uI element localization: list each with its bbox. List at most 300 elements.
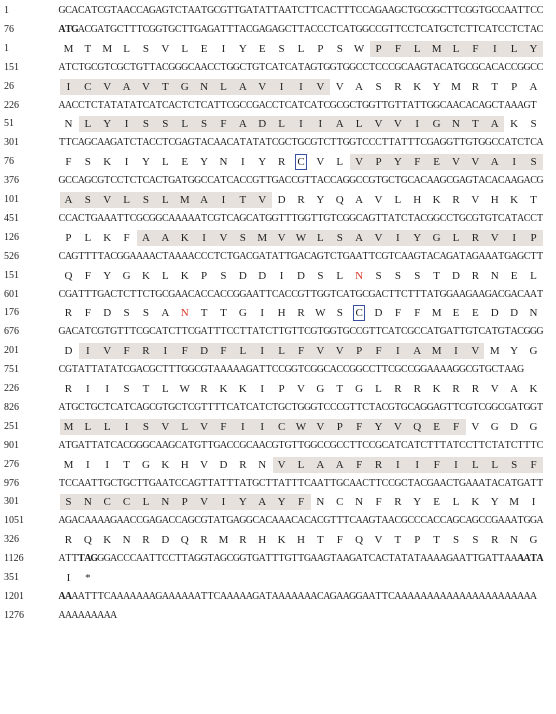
nucleotide: C bbox=[168, 326, 176, 338]
nucleotide: C bbox=[478, 515, 486, 527]
amino-acid: S bbox=[375, 80, 382, 93]
nucleotide: C bbox=[484, 515, 492, 527]
amino-acid: V bbox=[277, 231, 286, 244]
nucleotide: T bbox=[388, 250, 395, 262]
nucleotide: A bbox=[426, 364, 434, 376]
amino-acid: K bbox=[141, 269, 150, 282]
nucleotide: C bbox=[265, 401, 273, 413]
amino-acid: R bbox=[471, 269, 480, 282]
nucleotide: C bbox=[394, 250, 402, 262]
amino-acid: H bbox=[413, 194, 422, 206]
amino-acid: I bbox=[105, 383, 110, 395]
nucleotide: A bbox=[433, 137, 441, 149]
nucleotide: G bbox=[394, 364, 402, 376]
amino-acid: T bbox=[491, 80, 499, 93]
nucleotide: C bbox=[407, 23, 415, 35]
nucleotide: A bbox=[523, 553, 531, 565]
nucleotide: T bbox=[452, 212, 460, 224]
nucleotide: C bbox=[226, 99, 234, 111]
nucleotide: T bbox=[291, 23, 298, 35]
position-number: 176 bbox=[4, 307, 19, 319]
nucleotide: A bbox=[142, 590, 150, 602]
nucleotide: C bbox=[304, 99, 311, 111]
nucleotide: T bbox=[536, 477, 544, 489]
nucleotide: T bbox=[356, 401, 363, 413]
nucleotide: A bbox=[290, 590, 299, 602]
nucleotide: G bbox=[329, 99, 337, 111]
amino-acid: L bbox=[142, 496, 150, 509]
nucleotide: T bbox=[317, 212, 324, 224]
nucleotide: T bbox=[285, 212, 292, 224]
amino-acid: I bbox=[221, 194, 226, 206]
nucleotide: T bbox=[330, 553, 337, 565]
nucleotide: T bbox=[78, 553, 85, 565]
amino-acid: S bbox=[336, 231, 343, 244]
amino-acid: Q bbox=[413, 420, 422, 433]
nucleotide: G bbox=[103, 477, 111, 489]
amino-acid: V bbox=[393, 420, 402, 433]
nucleotide: G bbox=[368, 288, 376, 300]
amino-acid: F bbox=[452, 420, 460, 433]
nucleotide: A bbox=[181, 439, 189, 451]
nucleotide: A bbox=[122, 515, 131, 527]
nucleotide: C bbox=[271, 364, 279, 376]
nucleotide: A bbox=[310, 477, 318, 489]
amino-acid: L bbox=[452, 231, 460, 244]
nucleotide: G bbox=[252, 590, 260, 602]
amino-acid: F bbox=[181, 345, 188, 358]
nucleotide: C bbox=[317, 515, 324, 527]
nucleotide: A bbox=[336, 590, 344, 602]
nucleotide: C bbox=[97, 5, 105, 16]
amino-acid: I bbox=[299, 118, 303, 131]
nucleotide: T bbox=[181, 401, 188, 413]
nucleotide: A bbox=[64, 590, 73, 602]
nucleotide: T bbox=[388, 553, 395, 565]
nucleotide: C bbox=[336, 401, 344, 413]
nucleotide: C bbox=[342, 439, 350, 451]
nucleotide: A bbox=[368, 5, 376, 16]
nucleotide: G bbox=[484, 99, 492, 111]
nucleotide: G bbox=[194, 477, 202, 489]
nucleotide: A bbox=[116, 5, 124, 16]
nucleotide: T bbox=[452, 23, 460, 35]
amino-acid: N bbox=[316, 496, 325, 509]
nucleotide: C bbox=[187, 288, 195, 300]
amino-acid: V bbox=[200, 420, 209, 433]
nucleotide: C bbox=[78, 401, 85, 413]
amino-acid: D bbox=[103, 307, 112, 320]
amino-acid: L bbox=[181, 42, 189, 55]
amino-acid: E bbox=[433, 156, 440, 169]
nucleotide: T bbox=[129, 23, 137, 35]
nucleotide: A bbox=[374, 553, 383, 565]
nucleotide: T bbox=[317, 326, 324, 338]
nucleotide: G bbox=[84, 61, 92, 73]
nucleotide: G bbox=[58, 5, 66, 16]
amino-acid: E bbox=[433, 496, 440, 509]
nucleotide: C bbox=[497, 23, 505, 35]
nucleotide: G bbox=[194, 439, 202, 451]
nucleotide: C bbox=[142, 288, 150, 300]
nucleotide: C bbox=[155, 137, 163, 149]
amino-acid: R bbox=[142, 345, 150, 358]
nucleotide: G bbox=[497, 326, 505, 338]
amino-acid: I bbox=[85, 458, 90, 471]
nucleotide: A bbox=[258, 515, 266, 527]
nucleotide: T bbox=[336, 5, 343, 16]
nucleotide: C bbox=[484, 439, 492, 451]
amino-acid: V bbox=[316, 156, 325, 169]
nucleotide: T bbox=[265, 5, 272, 16]
nucleotide: T bbox=[181, 175, 188, 187]
nucleotide: A bbox=[504, 553, 512, 565]
amino-acid: S bbox=[336, 307, 343, 320]
amino-acid: T bbox=[123, 458, 130, 471]
amino-acid: I bbox=[66, 80, 71, 93]
nucleotide: G bbox=[523, 401, 531, 413]
amino-acid: I bbox=[260, 307, 265, 320]
amino-acid: P bbox=[181, 496, 188, 509]
amino-acid: S bbox=[317, 269, 324, 282]
amino-acid: V bbox=[161, 42, 170, 55]
nucleotide: A bbox=[394, 553, 402, 565]
nucleotide: C bbox=[245, 175, 253, 187]
nucleotide: T bbox=[278, 326, 285, 338]
amino-acid: S bbox=[278, 42, 285, 55]
nucleotide: A bbox=[84, 5, 92, 16]
nucleotide: C bbox=[304, 515, 311, 527]
nucleotide: A bbox=[155, 439, 163, 451]
nucleotide: A bbox=[452, 99, 460, 111]
nucleotide: T bbox=[394, 439, 401, 451]
nucleotide: G bbox=[168, 61, 176, 73]
nucleotide: G bbox=[426, 212, 434, 224]
nucleotide: G bbox=[504, 250, 512, 262]
nucleotide: C bbox=[355, 326, 363, 338]
nucleotide: A bbox=[277, 5, 286, 16]
nucleotide: A bbox=[174, 590, 182, 602]
nucleotide: A bbox=[181, 590, 189, 602]
nucleotide-line bbox=[0, 607, 556, 625]
nucleotide: G bbox=[181, 61, 189, 73]
nucleotide: A bbox=[381, 515, 389, 527]
amino-acid: D bbox=[374, 307, 383, 320]
nucleotide: G bbox=[452, 515, 460, 527]
nucleotide: A bbox=[84, 477, 92, 489]
nucleotide: T bbox=[304, 5, 311, 16]
nucleotide: T bbox=[524, 439, 531, 451]
nucleotide: C bbox=[362, 175, 369, 187]
amino-acid: A bbox=[238, 80, 247, 93]
nucleotide: T bbox=[272, 477, 279, 489]
nucleotide: A bbox=[510, 553, 518, 565]
amino-acid: I bbox=[396, 345, 400, 358]
position-number: 1276 bbox=[4, 609, 24, 621]
nucleotide: A bbox=[168, 250, 176, 262]
nucleotide: A bbox=[387, 326, 396, 338]
nucleotide: G bbox=[129, 364, 137, 376]
nucleotide: G bbox=[297, 175, 305, 187]
nucleotide: C bbox=[129, 401, 137, 413]
amino-acid-sequence bbox=[62, 40, 540, 58]
nucleotide: A bbox=[478, 99, 486, 111]
nucleotide: T bbox=[511, 212, 518, 224]
nucleotide: A bbox=[413, 401, 421, 413]
amino-acid: K bbox=[180, 269, 189, 282]
nucleotide: G bbox=[239, 288, 247, 300]
position-number: 51 bbox=[4, 118, 14, 130]
nucleotide-line bbox=[0, 588, 556, 606]
amino-acid: R bbox=[277, 156, 286, 169]
nucleotide: T bbox=[220, 99, 227, 111]
nucleotide: A bbox=[90, 609, 98, 621]
nucleotide: A bbox=[510, 288, 518, 300]
nucleotide: A bbox=[200, 23, 208, 35]
nucleotide: C bbox=[323, 23, 331, 35]
nucleotide: C bbox=[401, 326, 408, 338]
nucleotide: A bbox=[471, 477, 480, 489]
nucleotide: T bbox=[291, 326, 298, 338]
nucleotide: C bbox=[162, 99, 169, 111]
nucleotide: C bbox=[388, 477, 395, 489]
amino-acid: I bbox=[492, 42, 497, 55]
amino-acid: Y bbox=[141, 156, 150, 169]
nucleotide: A bbox=[213, 137, 221, 149]
nucleotide: G bbox=[64, 515, 73, 527]
glycosylation-site: N bbox=[355, 269, 364, 282]
amino-acid: H bbox=[490, 194, 499, 206]
nucleotide: T bbox=[65, 137, 72, 149]
nucleotide: T bbox=[84, 590, 91, 602]
nucleotide: T bbox=[78, 61, 85, 73]
nucleotide: A bbox=[181, 250, 189, 262]
nucleotide: G bbox=[110, 326, 118, 338]
nucleotide: T bbox=[91, 590, 98, 602]
nucleotide: C bbox=[530, 137, 537, 149]
amino-acid: S bbox=[84, 194, 91, 206]
nucleotide: T bbox=[259, 175, 266, 187]
amino-acid: T bbox=[433, 269, 440, 282]
nucleotide: A bbox=[361, 590, 370, 602]
nucleotide: T bbox=[162, 175, 169, 187]
position-number: 1201 bbox=[4, 590, 24, 602]
nucleotide: C bbox=[226, 137, 234, 149]
nucleotide: C bbox=[162, 288, 169, 300]
nucleotide: T bbox=[414, 99, 421, 111]
nucleotide: A bbox=[407, 61, 415, 73]
nucleotide: T bbox=[104, 23, 111, 35]
nucleotide: C bbox=[459, 99, 466, 111]
nucleotide: A bbox=[142, 5, 150, 16]
amino-acid: F bbox=[123, 345, 130, 358]
amino-acid: V bbox=[277, 458, 286, 471]
nucleotide: A bbox=[478, 288, 486, 300]
nucleotide: T bbox=[317, 99, 324, 111]
nucleotide: C bbox=[336, 99, 344, 111]
amino-acid: G bbox=[432, 118, 441, 131]
nucleotide: T bbox=[129, 326, 137, 338]
nucleotide: T bbox=[168, 364, 175, 376]
nucleotide: A bbox=[484, 326, 492, 338]
nucleotide: C bbox=[116, 553, 124, 565]
nucleotide: A bbox=[58, 553, 66, 565]
nucleotide: A bbox=[510, 175, 518, 187]
nucleotide: A bbox=[77, 137, 85, 149]
nucleotide: T bbox=[188, 23, 195, 35]
nucleotide: G bbox=[471, 250, 480, 262]
nucleotide: C bbox=[155, 250, 163, 262]
amino-acid-line bbox=[0, 456, 556, 474]
nucleotide: C bbox=[116, 175, 124, 187]
nucleotide: A bbox=[303, 590, 312, 602]
nucleotide: A bbox=[426, 590, 434, 602]
nucleotide: C bbox=[168, 137, 176, 149]
nucleotide: A bbox=[497, 61, 505, 73]
nucleotide: C bbox=[78, 515, 85, 527]
nucleotide: T bbox=[452, 5, 460, 16]
nucleotide: A bbox=[458, 553, 467, 565]
nucleotide: G bbox=[329, 590, 337, 602]
nucleotide: G bbox=[239, 515, 247, 527]
nucleotide: T bbox=[220, 477, 227, 489]
nucleotide: C bbox=[420, 439, 428, 451]
nucleotide: A bbox=[252, 212, 260, 224]
amino-acid: Y bbox=[316, 194, 325, 206]
nucleotide: A bbox=[135, 590, 144, 602]
nucleotide: C bbox=[226, 212, 234, 224]
nucleotide: T bbox=[330, 477, 337, 489]
amino-acid: I bbox=[124, 118, 129, 131]
nucleotide: C bbox=[284, 288, 292, 300]
amino-acid: M bbox=[431, 345, 442, 358]
nucleotide: C bbox=[381, 401, 389, 413]
amino-acid: F bbox=[394, 307, 401, 320]
nucleotide: A bbox=[445, 364, 454, 376]
nucleotide: A bbox=[129, 590, 137, 602]
nucleotide: C bbox=[110, 175, 118, 187]
amino-acid: S bbox=[530, 118, 537, 131]
amino-acid-line bbox=[0, 342, 556, 360]
nucleotide: A bbox=[504, 5, 512, 16]
nucleotide: C bbox=[407, 401, 415, 413]
nucleotide: C bbox=[200, 99, 208, 111]
nucleotide: A bbox=[529, 590, 538, 602]
nucleotide: C bbox=[245, 212, 253, 224]
nucleotide: T bbox=[162, 23, 169, 35]
amino-acid: I bbox=[279, 269, 284, 282]
nucleotide: A bbox=[168, 590, 176, 602]
nucleotide: T bbox=[84, 99, 91, 111]
amino-acid: S bbox=[123, 383, 130, 395]
nucleotide: T bbox=[136, 23, 143, 35]
nucleotide: A bbox=[71, 212, 79, 224]
nucleotide: T bbox=[511, 23, 518, 35]
nucleotide: G bbox=[445, 137, 454, 149]
nucleotide: G bbox=[316, 364, 324, 376]
nucleotide: G bbox=[329, 439, 337, 451]
nucleotide: A bbox=[77, 175, 85, 187]
nucleotide: A bbox=[297, 515, 305, 527]
nucleotide: T bbox=[246, 553, 253, 565]
amino-acid: V bbox=[374, 231, 383, 244]
nucleotide: C bbox=[368, 439, 376, 451]
nucleotide: G bbox=[200, 553, 208, 565]
nucleotide: T bbox=[162, 250, 169, 262]
nucleotide: G bbox=[303, 212, 312, 224]
nucleotide-line bbox=[0, 248, 556, 266]
nucleotide: A bbox=[349, 477, 357, 489]
nucleotide: G bbox=[478, 137, 486, 149]
nucleotide: C bbox=[78, 5, 85, 16]
nucleotide: C bbox=[239, 61, 247, 73]
nucleotide: A bbox=[97, 439, 105, 451]
position-number: 301 bbox=[4, 137, 19, 149]
nucleotide: C bbox=[187, 99, 195, 111]
nucleotide: C bbox=[336, 212, 344, 224]
nucleotide: C bbox=[207, 61, 214, 73]
nucleotide: G bbox=[387, 401, 396, 413]
nucleotide: T bbox=[414, 288, 421, 300]
amino-acid: P bbox=[356, 345, 363, 358]
nucleotide: T bbox=[368, 250, 376, 262]
nucleotide: A bbox=[407, 250, 415, 262]
amino-acid: F bbox=[220, 345, 227, 358]
nucleotide: T bbox=[407, 288, 414, 300]
amino-acid: M bbox=[63, 458, 74, 471]
nucleotide: C bbox=[323, 137, 331, 149]
nucleotide: A bbox=[284, 515, 292, 527]
position-number: 1126 bbox=[4, 553, 24, 565]
nucleotide: C bbox=[329, 250, 337, 262]
nucleotide: T bbox=[91, 250, 98, 262]
nucleotide: C bbox=[317, 439, 324, 451]
position-number: 226 bbox=[4, 383, 19, 394]
nucleotide: G bbox=[471, 515, 480, 527]
nucleotide: G bbox=[439, 23, 447, 35]
amino-acid: I bbox=[241, 156, 245, 169]
nucleotide: T bbox=[349, 288, 356, 300]
amino-acid: A bbox=[335, 118, 344, 131]
nucleotide: G bbox=[310, 137, 318, 149]
nucleotide: C bbox=[110, 61, 118, 73]
nucleotide: T bbox=[420, 250, 427, 262]
nucleotide: T bbox=[117, 288, 124, 300]
nucleotide: G bbox=[271, 212, 279, 224]
position-number: 1051 bbox=[4, 515, 24, 527]
nucleotide: T bbox=[375, 590, 382, 602]
nucleotide: A bbox=[97, 609, 105, 621]
nucleotide: A bbox=[342, 553, 350, 565]
nucleotide: G bbox=[168, 288, 176, 300]
amino-acid: K bbox=[161, 458, 170, 471]
nucleotide: C bbox=[420, 175, 428, 187]
amino-acid: V bbox=[316, 420, 325, 433]
nucleotide: G bbox=[452, 175, 460, 187]
nucleotide: C bbox=[381, 439, 389, 451]
nucleotide: A bbox=[232, 175, 241, 187]
nucleotide-line bbox=[0, 172, 556, 190]
nucleotide: T bbox=[239, 401, 246, 413]
amino-acid: T bbox=[317, 534, 324, 547]
nucleotide: T bbox=[459, 137, 466, 149]
nucleotide: A bbox=[426, 23, 434, 35]
nucleotide: T bbox=[201, 590, 208, 602]
nucleotide: G bbox=[110, 515, 118, 527]
amino-acid: V bbox=[471, 345, 480, 358]
amino-acid: L bbox=[103, 420, 111, 433]
nucleotide: A bbox=[168, 99, 176, 111]
